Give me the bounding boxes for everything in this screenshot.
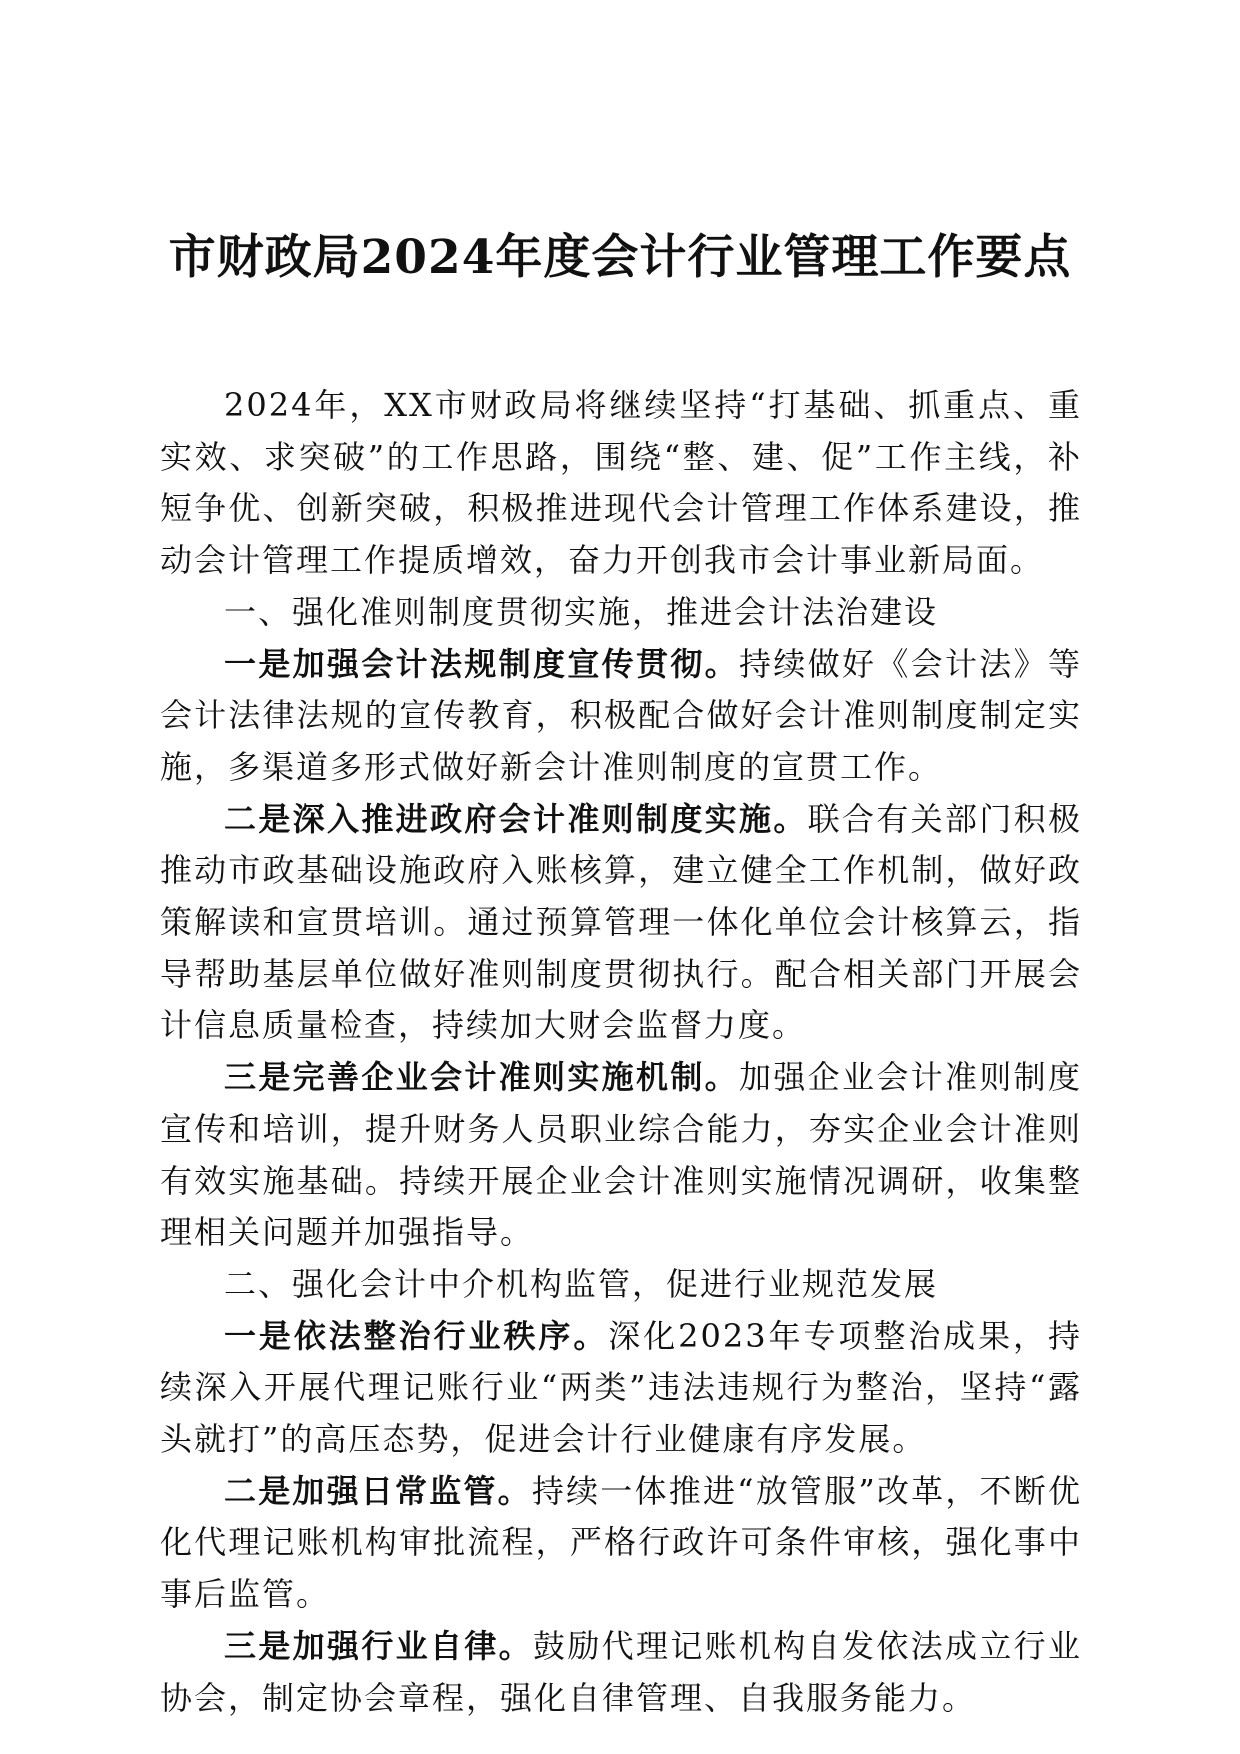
item-text: 持续做好《会计法》等会计法律法规的宣传教育，积极配合做好会计准则制度制定实施，多渠道多形式做好新会计准则制度的宣贯工作。 — [160, 644, 1082, 786]
item-text: 深化2023年专项整治成果，持续深入开展代理记账行业“两类”违法违规行为整治，坚持“露头就打”的高压态势，促进会计行业健康有序发展。 — [160, 1316, 1082, 1459]
item-lead: 二是深入推进政府会计准则制度实施。 — [224, 799, 808, 838]
section-item — [160, 1052, 1082, 1259]
item-lead: 一是依法整治行业秩序。 — [224, 1316, 609, 1355]
intro-paragraph: 2024年，XX市财政局将继续坚持“打基础、抓重点、重实效、求突破”的工作思路，围绕“整、建、促”工作主线，补短争优、创新突破，积极推进现代会计管理工作体系建设，推动会计管理工作提质增效，奋力开创我市会计事业新局面。 — [160, 386, 1082, 580]
item-lead: 三是加强行业自律。 — [224, 1626, 533, 1665]
item-text: 加强企业会计准则制度宣传和培训，提升财务人员职业综合能力，夯实企业会计准则有效实施基础。持续开展企业会计准则实施情况调研，收集整理相关问题并加强指导。 — [160, 1058, 1082, 1252]
document-title: 市财政局2024年度会计行业管理工作要点 — [168, 230, 1072, 285]
section-item — [160, 639, 1082, 794]
item-lead: 二是加强日常监管。 — [224, 1471, 532, 1510]
section-item — [160, 1466, 1082, 1621]
section-item — [160, 794, 1082, 1053]
section-item — [160, 1621, 1082, 1724]
section-heading: 二、强化会计中介机构监管，促进行业规范发展 — [224, 1264, 939, 1303]
item-lead: 一是加强会计法规制度宣传贯彻。 — [224, 644, 739, 683]
item-text: 持续一体推进“放管服”改革，不断优化代理记账机构审批流程，严格行政许可条件审核，强化事中事后监管。 — [160, 1471, 1082, 1614]
item-lead: 三是完善企业会计准则实施机制。 — [224, 1058, 739, 1097]
document-body — [160, 380, 1082, 1724]
section-item — [160, 1311, 1082, 1466]
item-text: 联合有关部门积极推动市政基础设施政府入账核算，建立健全工作机制，做好政策解读和宣贯培训。通过预算管理一体化单位会计核算云，指导帮助基层单位做好准则制度贯彻执行。配合相关部门开展会计信息质量检查，持续加大财会监督力度。 — [160, 799, 1082, 1045]
section-heading: 一、强化准则制度贯彻实施，推进会计法治建设 — [224, 592, 939, 631]
item-text: 鼓励代理记账机构自发依法成立行业协会，制定协会章程，强化自律管理、自我服务能力。 — [160, 1626, 1082, 1717]
